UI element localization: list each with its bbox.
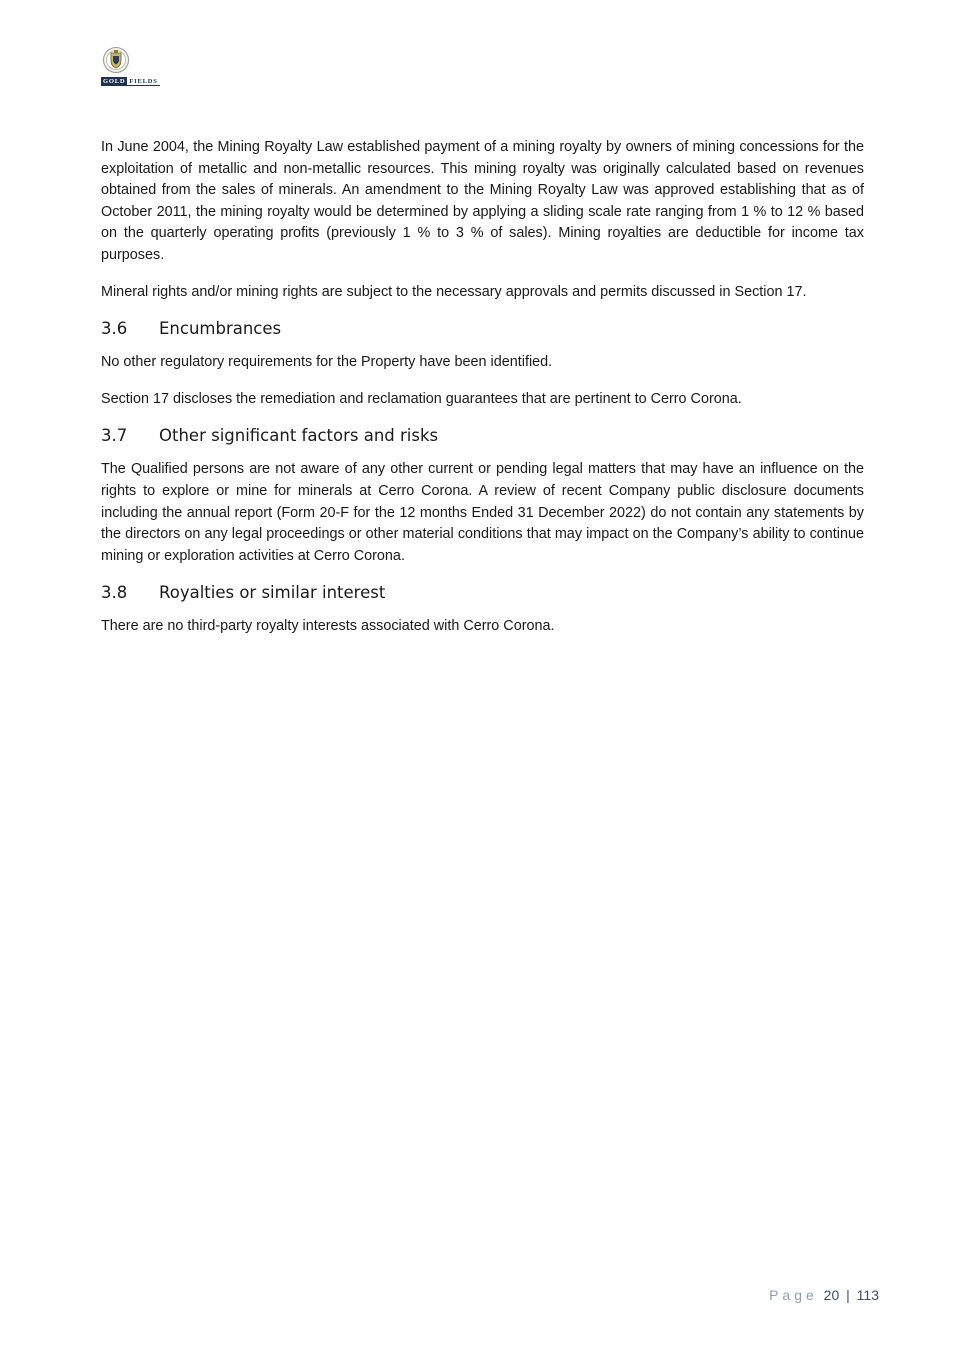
- page-label: Page: [769, 1287, 818, 1303]
- logo-word-fields: FIELDS: [129, 78, 158, 85]
- page-separator: |: [846, 1287, 850, 1303]
- section-number: 3.8: [101, 583, 128, 603]
- paragraph: Section 17 discloses the remediation and reclamation guarantees that are pertinent to Cerro Corona.: [101, 390, 742, 407]
- paragraph: No other regulatory requirements for the Property have been identified.: [101, 354, 553, 371]
- logo-wordmark: [101, 77, 160, 86]
- section-number: 3.7: [101, 426, 128, 446]
- section-title: Other significant factors and risks: [159, 426, 439, 446]
- paragraph: There are no third-party royalty interests associated with Cerro Corona.: [101, 618, 555, 635]
- page-total: 113: [856, 1287, 879, 1303]
- section-heading-other-factors: [101, 425, 864, 447]
- gold-fields-emblem-icon: [103, 46, 129, 74]
- page-footer: [769, 1286, 879, 1304]
- paragraph: The Qualified persons are not aware of any other current or pending legal matters that may have an influence on the rights to explore or mine for minerals at Cerro Corona. A review of recent Company public disclosure documents including the annual report (Form 20-F for the 12 months Ended 31 December 2022) do not contain any statements by the directors on any legal proceedings or other material conditions that may impact on the Company’s ability to continue mining or exploration activities at Cerro Corona.: [101, 461, 864, 564]
- logo-word-gold: GOLD: [103, 78, 126, 85]
- paragraph-royalty-law: In June 2004, the Mining Royalty Law established payment of a mining royalty by owners of mining concessions for the exploitation of metallic and non-metallic resources. This mining royalty was originally calculated based on revenues obtained from the sales of minerals. An amendment to the Mining Royalty Law was approved establishing that as of October 2011, the mining royalty would be determined by applying a sliding scale rate ranging from 1 % to 12 % based on the quarterly operating profits (previously 1 % to 3 % of sales). Mining royalties are deductible for income tax purposes.: [101, 139, 864, 263]
- page-number: 20: [823, 1287, 840, 1303]
- gold-fields-logo: [101, 46, 169, 88]
- paragraph-mineral-rights: Mineral rights and/or mining rights are subject to the necessary approvals and permits discussed in Section 17.: [101, 283, 807, 300]
- section-title: Encumbrances: [159, 319, 282, 339]
- section-title: Royalties or similar interest: [159, 583, 386, 603]
- page-content: [101, 137, 864, 653]
- section-number: 3.6: [101, 319, 128, 339]
- section-heading-encumbrances: [101, 318, 864, 340]
- section-heading-royalties: [101, 582, 864, 604]
